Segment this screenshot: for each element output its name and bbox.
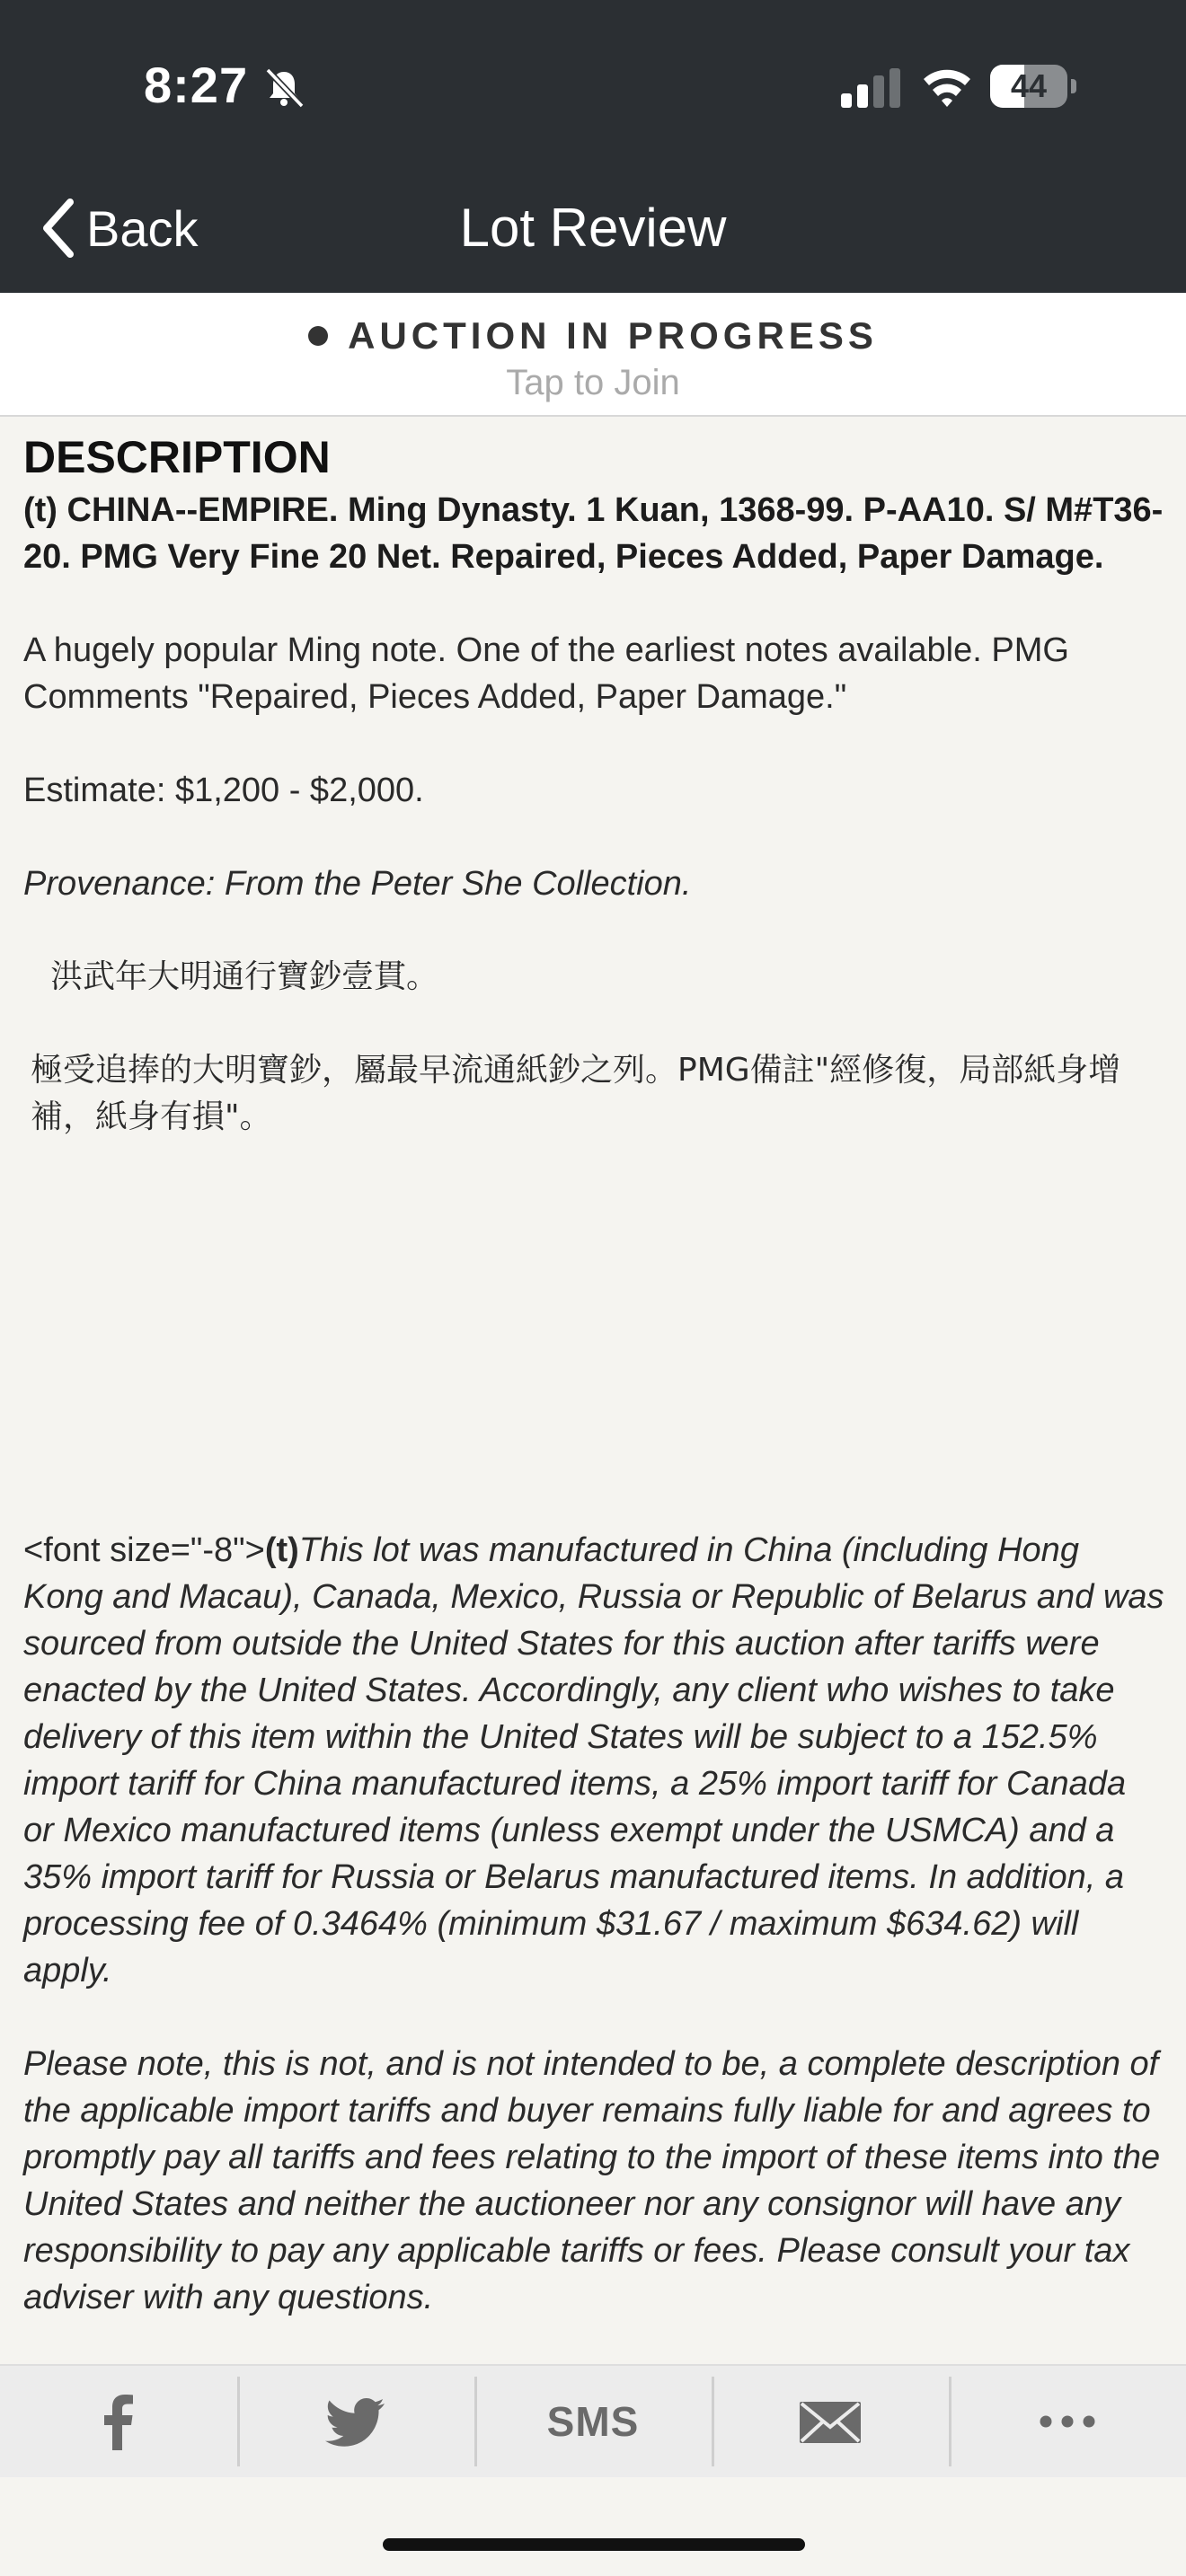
description-heading: DESCRIPTION (23, 432, 331, 482)
battery-indicator (990, 65, 1076, 108)
lot-estimate: Estimate: $1,200 - $2,000. (23, 772, 424, 809)
share-twitter-button[interactable] (237, 2366, 474, 2477)
auction-status-label: AUCTION IN PROGRESS (348, 314, 878, 357)
tap-to-join-link[interactable]: Tap to Join (506, 363, 680, 402)
bell-slash-icon (262, 66, 305, 110)
auction-banner[interactable] (0, 293, 1186, 417)
auction-status (0, 314, 1186, 357)
share-sms-button[interactable] (474, 2366, 712, 2477)
lot-title: (t) CHINA--EMPIRE. Ming Dynasty. 1 Kuan, 1368-99. P-AA10. S/ M#T36-20. PMG Very Fine 20 Net. Repaired, Pieces Added, Paper Damage. (23, 491, 1164, 576)
tariff-notice (23, 1527, 1164, 2321)
facebook-icon (83, 2386, 155, 2457)
top-bar (0, 0, 1186, 293)
share-more-button[interactable] (949, 2366, 1186, 2477)
lot-description (23, 429, 1164, 1141)
chevron-left-icon (41, 197, 77, 260)
more-icon (1031, 2386, 1103, 2457)
home-indicator[interactable] (383, 2538, 805, 2551)
wifi-icon (920, 63, 974, 108)
share-bar (0, 2364, 1186, 2477)
tariff-text (23, 1527, 1164, 1994)
page-title: Lot Review (459, 198, 727, 258)
back-label: Back (86, 199, 199, 257)
battery-level: 44 (1010, 67, 1048, 104)
back-button[interactable] (41, 194, 199, 262)
sms-label: SMS (546, 2398, 640, 2445)
chinese-lot-title: 洪武年大明通行寶鈔壹貫。 (50, 958, 439, 995)
share-email-button[interactable] (712, 2366, 949, 2477)
lot-summary: A hugely popular Ming note. One of the earliest notes available. PMG Comments "Repaired, Pieces Added, Paper Damage." (23, 631, 1069, 716)
cellular-signal-icon (839, 68, 902, 108)
tariff-marker: (t) (264, 1531, 299, 1569)
status-dot-icon (308, 326, 328, 346)
chinese-lot-summary: 極受追捧的大明寶鈔，屬最早流通紙鈔之列。PMG備註"經修復，局部紙身增補，紙身有損"。 (31, 1052, 1121, 1135)
mail-icon (794, 2386, 866, 2457)
share-facebook-button[interactable] (0, 2366, 237, 2477)
tariff-note: Please note, this is not, and is not intended to be, a complete description of the applicable import tariffs and buyer remains fully liable for and agrees to promptly pay all tariffs and fees relating to the import of these items into the United States and neither the auctioneer nor any consignor will have any responsibility to pay any applicable tariffs or fees. Please consult your tax adviser with any questions. (23, 2045, 1161, 2316)
twitter-icon (320, 2386, 392, 2457)
font-markup-text: <font size="-8"> (23, 1531, 265, 1569)
status-time: 8:27 (144, 57, 249, 113)
tariff-body: This lot was manufactured in China (including Hong Kong and Macau), Canada, Mexico, Russia or Republic of Belarus and was sourced from outside the United States for this auction after tariffs were enacted by the United States. Accordingly, any client who wishes to take delivery of this item within the United States will be subject to a 152.5% import tariff for China manufactured items, a 25% import tariff for Canada or Mexico manufactured items (unless exempt under the USMCA) and a 35% import tariff for Russia or Belarus manufactured items. In addition, a processing fee of 0.3464% (minimum $31.67 / maximum $634.62) will apply. (23, 1531, 1164, 1989)
lot-provenance: Provenance: From the Peter She Collection. (23, 865, 692, 903)
